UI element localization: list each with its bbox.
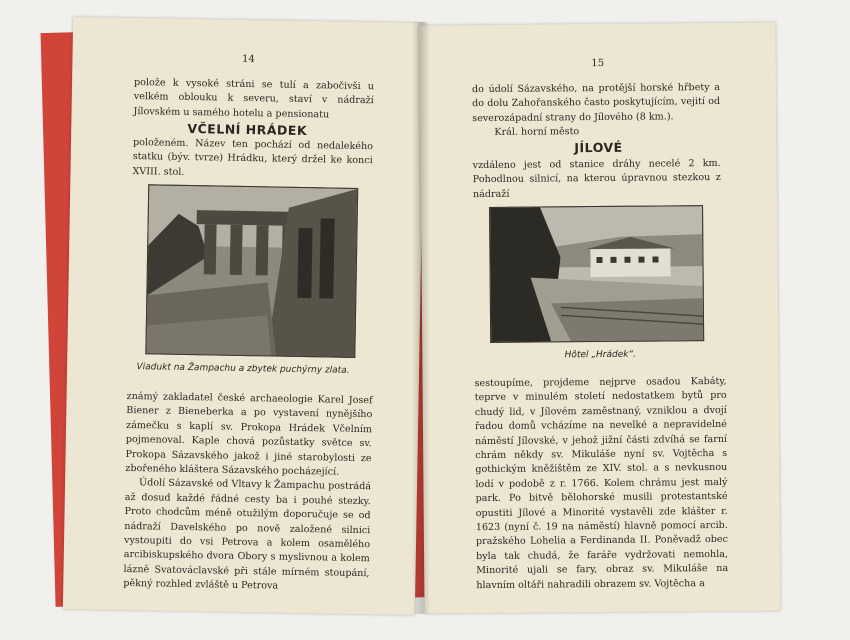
hotel-photo [489,205,704,343]
left-photo-caption: Viadukt na Žampachu a zbytek puchýrny zlata. [136,362,350,376]
right-page [419,22,780,613]
book-gutter [412,22,430,614]
left-body [123,390,372,596]
left-text-mid: položeném. Název ten pochází od nedalekého statku (býv. tvrze) Hrádku, který držel ke konci XVIII. stol. [132,137,374,178]
left-page [63,17,425,615]
right-subheading: Král. horní město [494,126,580,138]
viaduct-photo [145,184,358,358]
page-number-left: 14 [242,53,255,66]
left-paragraph-1: známý zakladatel české archaeologie Karel Josef Biener z Bieneberka a po vystavení nynějšího zámečku s kaplí sv. Prokopa Hrádek Včelním pojmenoval. Kaple chová pozůstatky světce sv. Prokopa Sázavského jakož i jiné starobylosti ze zbořeného kláštera Sázavského pocházející. [125,390,373,478]
right-body [475,375,729,593]
left-heading: VČELNÍ HRÁDEK [187,120,308,139]
page-number-right: 15 [591,57,605,70]
right-paragraph-1: sestoupíme, projdeme nejprve osadou Kabáty, teprve v minulém století nedostatkem bytů pro chudý lid, v Jílovém zaměstnaný, vzniklou a dvojí řadou domů vcházíme na nevelké a nepravidelné náměstí Jílovské, v jehož jižní části zdvíhá se farní chrám někdy sv. Mikuláše nyní sv. Vojtěcha s gothickým kněžištěm ze XIV. stol. a s nevkusnou lodí v podobě z r. 1766. Kolem chrámu jest malý park. Po bitvě bělohorské musili protestantské opustiti Jílové a Minorité vystavěli zde klášter r. 1623 (nyní č. 19 na náměstí) hlavně pomocí arcib. pražského Lohelia a Ferdinanda II. Poněvadž obec byla tak chudá, že faráře vydržovati nemohla, Minorité ujali se fary, obraz sv. Mikuláše na hlavním oltáři nahradili obrazem sv. Vojtěcha a [474,375,729,591]
left-text-top: polože k vysoké stráni se tulí a zabočivši u velkém oblouku k severu, staví v nádraží Jílovském u samého hotelu a pensionatu [133,77,375,121]
right-text-mid: vzdáleno jest od stanice dráhy necelé 2 km. Pohodlnou silnicí, na kterou úpravnou stezkou z nádraží [472,157,721,200]
right-photo-caption: Hôtel „Hrádek“. [564,349,637,361]
right-heading: JÍLOVÉ [574,139,623,156]
right-text-top: do údolí Sázavského, na protější horské hřbety a do dolu Zahořanského často poskytujícím, vejití od severozápadní strany do Jílového (8 km.). [471,81,721,124]
left-paragraph-2: Údolí Sázavské od Vltavy k Žampachu postrádá až dosud každé řádné cesty ba i pouhé stezky. Proto chodcům méně otužilým doporučuje se od nádraží Davelského po nově založené silnici vystoupiti do vsi Petrova a kolem osamělého arcibiskupského dvora Obory s myslivnou a kolem lázně Svatováclavské při stále mírném stoupání, pěkný rozhled zvláště u Petrova [123,477,372,592]
